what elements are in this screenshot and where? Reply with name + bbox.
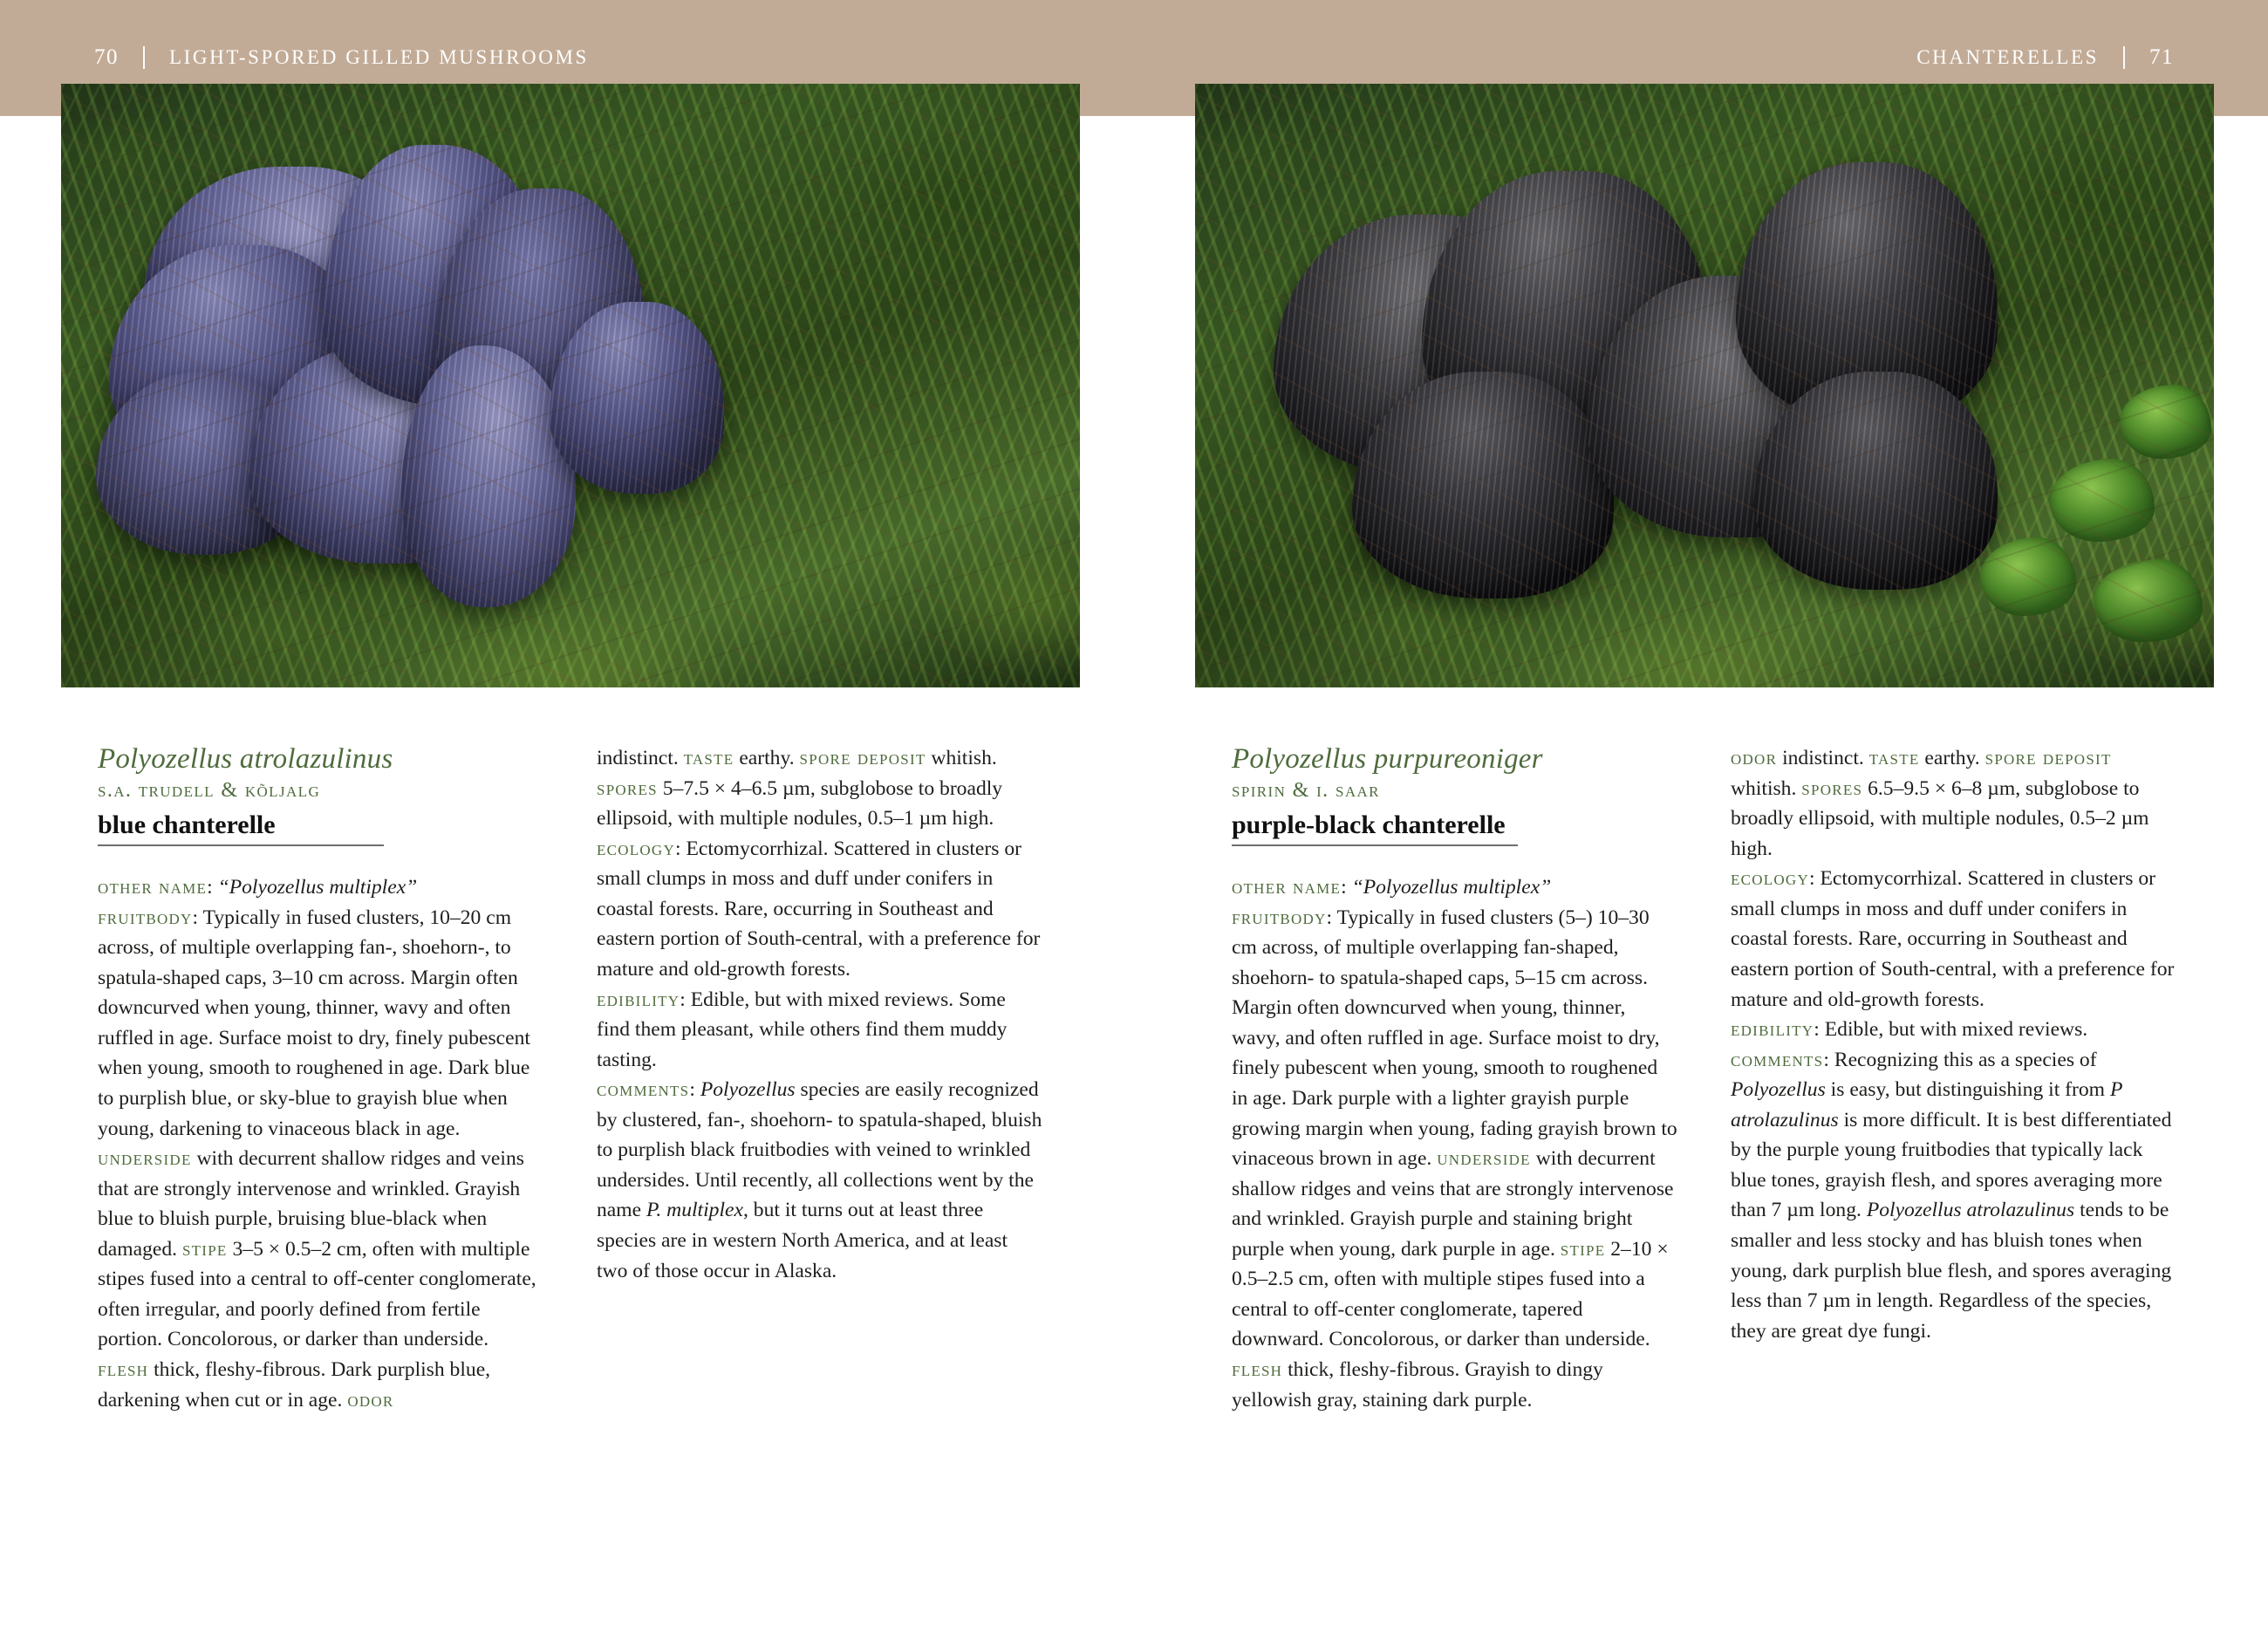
comments-text <box>597 1078 1042 1282</box>
ecology-text: Ectomycorrhizal. Scattered in clusters or small clumps in moss and duff under conifers in coastal forests. Rare, occurring in Southeast and eastern portion of South-central, with a preference for mature and old-growth forests. <box>1731 867 2175 1011</box>
label-ecology: ecology <box>597 837 675 860</box>
species-entry-purple-black-chanterelle <box>1232 743 1678 1415</box>
description-body-continued <box>597 743 1043 834</box>
italic-run: P. multiplex <box>646 1199 743 1222</box>
label-edibility: edibility <box>597 988 680 1011</box>
punct: : <box>207 876 218 899</box>
odor-text: indistinct. <box>597 747 679 769</box>
underside-text: with decurrent shallow ridges and veins that are strongly intervenose and wrinkled. Grayish purple and staining bright purple when young, dark purple in age. <box>1232 1147 1674 1261</box>
description-body <box>98 872 544 1415</box>
running-title-left: LIGHT-SPORED GILLED MUSHROOMS <box>169 46 589 68</box>
species-entry-blue-chanterelle <box>98 743 544 1415</box>
italic-run: Polyozellus <box>1731 1078 1826 1102</box>
flesh-text: thick, fleshy-fibrous. Grayish to dingy yellowish gray, staining dark purple. <box>1232 1358 1603 1412</box>
edibility-paragraph <box>1731 1015 2177 1045</box>
edibility-text: Edible, but with mixed reviews. Some find them pleasant, while others find them muddy tasting. <box>597 988 1008 1071</box>
spore-deposit-text: whitish. <box>931 747 997 769</box>
label-comments: comments <box>597 1078 690 1102</box>
label-other-name: other name <box>98 876 208 899</box>
punct: : <box>192 906 203 929</box>
italic-run: Polyozellus atrolazulinus <box>1866 1199 2075 1222</box>
punct: : <box>1808 867 1821 891</box>
punct: : <box>1814 1018 1825 1042</box>
label-other-name: other name <box>1232 876 1342 899</box>
label-ecology: ecology <box>1731 867 1809 891</box>
text-run: is more difficult. It is best differentiated by the purple young fruitbodies that typically lack blue tones, grayish flesh, and spores averaging more than 7 µm long. <box>1731 1108 2172 1222</box>
spore-deposit-text: whitish. <box>1731 776 1797 800</box>
label-fruitbody: fruitbody <box>1232 906 1327 929</box>
common-name: purple-black chanterelle <box>1232 810 1506 840</box>
divider-icon <box>143 46 145 69</box>
punct: : <box>689 1078 700 1102</box>
ecology-paragraph <box>1731 864 2177 1015</box>
underside-text: with decurrent shallow ridges and veins that are strongly intervenose and wrinkled. Grayish blue to bluish purple, bruising blue-black when damaged. <box>98 1147 524 1261</box>
label-stipe: stipe <box>1560 1237 1606 1261</box>
label-odor: odor <box>347 1388 394 1412</box>
ecology-paragraph <box>597 834 1043 985</box>
label-fruitbody: fruitbody <box>98 906 193 929</box>
running-head-right <box>1916 45 2174 70</box>
odor-text: indistinct. <box>1782 747 1864 769</box>
purple-black-chanterelle-photo <box>1195 84 2214 687</box>
species-entry-blue-chanterelle-continued <box>597 743 1043 1286</box>
label-edibility: edibility <box>1731 1018 1814 1042</box>
text-run: is easy, but distinguishing it from <box>1825 1078 2110 1102</box>
comments-paragraph <box>597 1075 1043 1286</box>
punct: : <box>1326 906 1337 929</box>
fruitbody-text: Typically in fused clusters (5–) 10–30 cm across, of multiple overlapping fan-shaped, shoehorn- to spatula-shaped caps, 5–15 cm across. Margin often downcurved when young, thinner, wavy, and often ruffled in age. Surface moist to dry, finely pubescent when young, smooth to roughened in age. Dark purple with a lighter grayish purple growing margin when young, fading grayish brown to vinaceous brown in age. <box>1232 906 1677 1171</box>
scientific-name: Polyozellus purpureoniger <box>1232 743 1543 775</box>
label-underside: underside <box>98 1147 192 1171</box>
stipe-text: 2–10 × 0.5–2.5 cm, often with multiple stipes fused into a central to off-center conglomerate, tapered downward. Concolorous, or darker than underside. <box>1232 1237 1669 1351</box>
label-taste: taste <box>1868 747 1920 769</box>
photo-vignette <box>1195 84 2214 687</box>
description-body-continued <box>1731 743 2177 864</box>
photo-vignette <box>61 84 1080 687</box>
label-comments: comments <box>1731 1048 1824 1071</box>
species-entry-purple-black-chanterelle-continued <box>1731 743 2177 1346</box>
text-run: , but it turns out at least three species are in western North America, and at least two of those occur in Alaska. <box>597 1199 1008 1282</box>
edibility-text: Edible, but with mixed reviews. <box>1824 1018 2088 1042</box>
italic-run: P atrolazulinus <box>1731 1078 2122 1131</box>
label-stipe: stipe <box>181 1237 228 1261</box>
label-flesh: flesh <box>1232 1358 1283 1382</box>
label-odor: odor <box>1731 747 1778 769</box>
common-name: blue chanterelle <box>98 810 276 840</box>
page-number-right: 71 <box>2149 45 2174 69</box>
heading-rule <box>1232 844 1518 846</box>
taxon-authority: s.a. trudell & kõljalg <box>98 778 321 802</box>
taste-text: earthy. <box>739 747 795 769</box>
edibility-paragraph <box>597 985 1043 1076</box>
label-spore-deposit: spore deposit <box>799 747 926 769</box>
comments-paragraph <box>1731 1045 2177 1347</box>
running-title-right: CHANTERELLES <box>1916 46 2099 68</box>
label-flesh: flesh <box>98 1358 149 1382</box>
divider-icon <box>2123 46 2125 69</box>
stipe-text: 3–5 × 0.5–2 cm, often with multiple stipes fused into a central to off-center conglomerate, often irregular, and poorly defined from fertile portion. Concolorous, or darker than underside. <box>98 1237 536 1351</box>
label-taste: taste <box>683 747 734 769</box>
label-spore-deposit: spore deposit <box>1984 747 2112 769</box>
punct: : <box>680 988 691 1011</box>
page-number-left: 70 <box>94 45 119 69</box>
blue-chanterelle-photo <box>61 84 1080 687</box>
text-run: tends to be smaller and less stocky and has bluish tones when young, dark purplish blue flesh, and spores averaging less than 7 µm in length. Regardless of the species, they are great dye fungi. <box>1731 1199 2172 1343</box>
label-underside: underside <box>1437 1147 1531 1171</box>
heading-rule <box>98 844 384 846</box>
punct: : <box>1823 1048 1834 1071</box>
running-head-left <box>94 45 589 70</box>
italic-run: Polyozellus <box>700 1078 796 1102</box>
spores-text: 5–7.5 × 4–6.5 µm, subglobose to broadly ellipsoid, with multiple nodules, 0.5–1 µm high. <box>597 776 1003 831</box>
other-name-value: “Polyozellus multiplex” <box>1351 876 1552 899</box>
taxon-authority: spirin & i. saar <box>1232 778 1380 802</box>
text-run: Recognizing this as a species of <box>1834 1048 2097 1071</box>
spores-text: 6.5–9.5 × 6–8 µm, subglobose to broadly ellipsoid, with multiple nodules, 0.5–2 µm high. <box>1731 776 2149 860</box>
ecology-text: Ectomycorrhizal. Scattered in clusters or small clumps in moss and duff under conifers in coastal forests. Rare, occurring in Southeast and eastern portion of South-central, with a preference for mature and old-growth forests. <box>597 837 1041 981</box>
fruitbody-text: Typically in fused clusters, 10–20 cm across, of multiple overlapping fan-, shoehorn-, to spatula-shaped caps, 3–10 cm across. Margin often downcurved when young, thinner, wavy and often ruffled in age. Surface moist to dry, finely pubescent when young, smooth to roughened in age. Dark blue to purplish blue, or sky-blue to grayish blue when young, darkening to vinaceous black in age. <box>98 906 530 1140</box>
text-run: species are easily recognized by clustered, fan-, shoehorn- to spatula-shaped, bluish to purplish black fruitbodies with veined to wrinkled undersides. Until recently, all collections went by the name <box>597 1078 1042 1222</box>
comments-text <box>1731 1049 2171 1343</box>
punct: : <box>1341 876 1352 899</box>
other-name-value: “Polyozellus multiplex” <box>217 876 418 899</box>
description-body <box>1232 872 1678 1415</box>
punct: : <box>674 837 687 860</box>
label-spores: spores <box>597 776 658 800</box>
scientific-name: Polyozellus atrolazulinus <box>98 743 393 775</box>
taste-text: earthy. <box>1924 747 1980 769</box>
flesh-text: thick, fleshy-fibrous. Dark purplish blue, darkening when cut or in age. <box>98 1358 491 1412</box>
label-spores: spores <box>1801 776 1863 800</box>
